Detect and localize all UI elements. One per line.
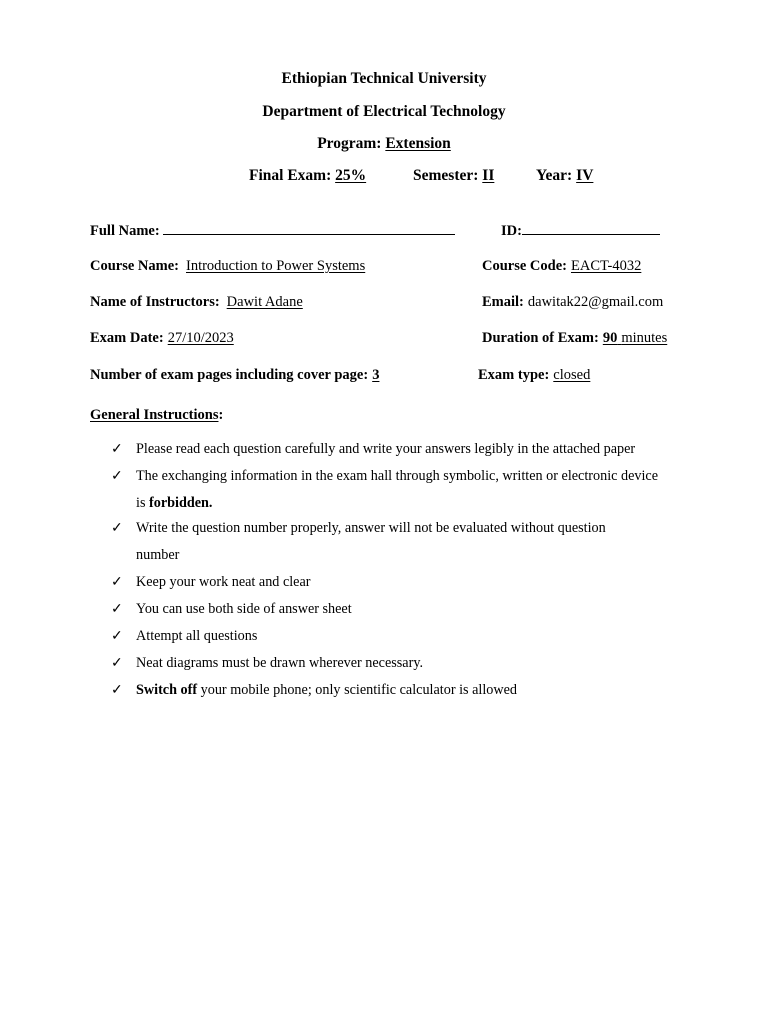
id-row [501,222,660,240]
duration-label: Duration of Exam: [482,330,599,346]
course-code-value: EACT-4032 [570,258,642,274]
instruction-item: The exchanging information in the exam hall through symbolic, written or electronic device [136,468,659,484]
final-exam-weight [249,167,366,185]
email-row [482,293,663,311]
check-icon: ✓ [111,656,123,671]
course-name-row [90,257,365,275]
exam-date-row [90,329,234,347]
program-label: Program: [317,135,382,152]
instruction-item-continuation: number [136,547,180,563]
pages-label: Number of exam pages including cover page: [90,367,369,383]
check-icon: ✓ [111,629,123,644]
semester-value: II [482,167,495,184]
switch-off-emphasis: Switch off [136,682,198,698]
semester-label: Semester: [413,167,479,184]
exam-date-label: Exam Date: [90,330,164,346]
check-icon: ✓ [111,469,123,484]
duration-number: 90 [602,330,618,346]
pages-row [90,366,379,384]
final-exam-value: 25% [335,167,367,184]
exam-type-row [478,366,590,384]
instructors-value: Dawit Adane [226,294,303,310]
instruction-item: Neat diagrams must be drawn wherever necessary. [136,655,424,671]
full-name-row [90,222,455,240]
year [536,167,593,185]
program-line [0,135,768,153]
exam-type-value: closed [553,367,591,383]
year-value: IV [576,167,594,184]
instruction-item: Keep your work neat and clear [136,574,311,590]
semester [413,167,494,185]
duration-unit: minutes [621,330,668,346]
course-name-label: Course Name: [90,258,179,274]
instructions-heading-text: General Instructions [90,407,219,423]
instruction-item: Attempt all questions [136,628,258,644]
course-name-value: Introduction to Power Systems [186,258,366,274]
check-icon: ✓ [111,521,123,536]
year-label: Year: [536,167,573,184]
university-title: Ethiopian Technical University [281,70,487,87]
instructions-heading [90,407,223,424]
check-icon: ✓ [111,683,123,698]
id-blank[interactable] [522,222,660,235]
instruction-item: You can use both side of answer sheet [136,601,352,617]
check-icon: ✓ [111,575,123,590]
program-value: Extension [385,135,451,152]
course-code-row [482,257,641,275]
course-code-label: Course Code: [482,258,567,274]
instruction-item-continuation [136,490,696,517]
email-value: dawitak22@gmail.com [527,294,664,310]
full-name-label: Full Name: [90,223,160,239]
id-label: ID: [501,223,522,239]
full-name-blank[interactable] [163,222,455,235]
final-exam-label: Final Exam: [249,167,332,184]
instruction-text: is [136,495,146,511]
instruction-text: your mobile phone; only scientific calculator is allowed [200,682,518,698]
check-icon: ✓ [111,442,123,457]
instructors-label: Name of Instructors: [90,294,220,310]
forbidden-emphasis: forbidden. [149,495,213,511]
exam-type-label: Exam type: [478,367,550,383]
pages-value: 3 [372,367,380,383]
check-icon: ✓ [111,602,123,617]
exam-date-value: 27/10/2023 [167,330,234,346]
email-label: Email: [482,294,524,310]
instructions-heading-colon: : [218,407,224,423]
duration-row [482,329,667,347]
instruction-item: Write the question number properly, answer will not be evaluated without question [136,520,606,536]
instructors-row [90,293,303,311]
instruction-item: Please read each question carefully and write your answers legibly in the attached paper [136,441,636,457]
department-title: Department of Electrical Technology [262,103,506,120]
instruction-item [136,677,696,704]
